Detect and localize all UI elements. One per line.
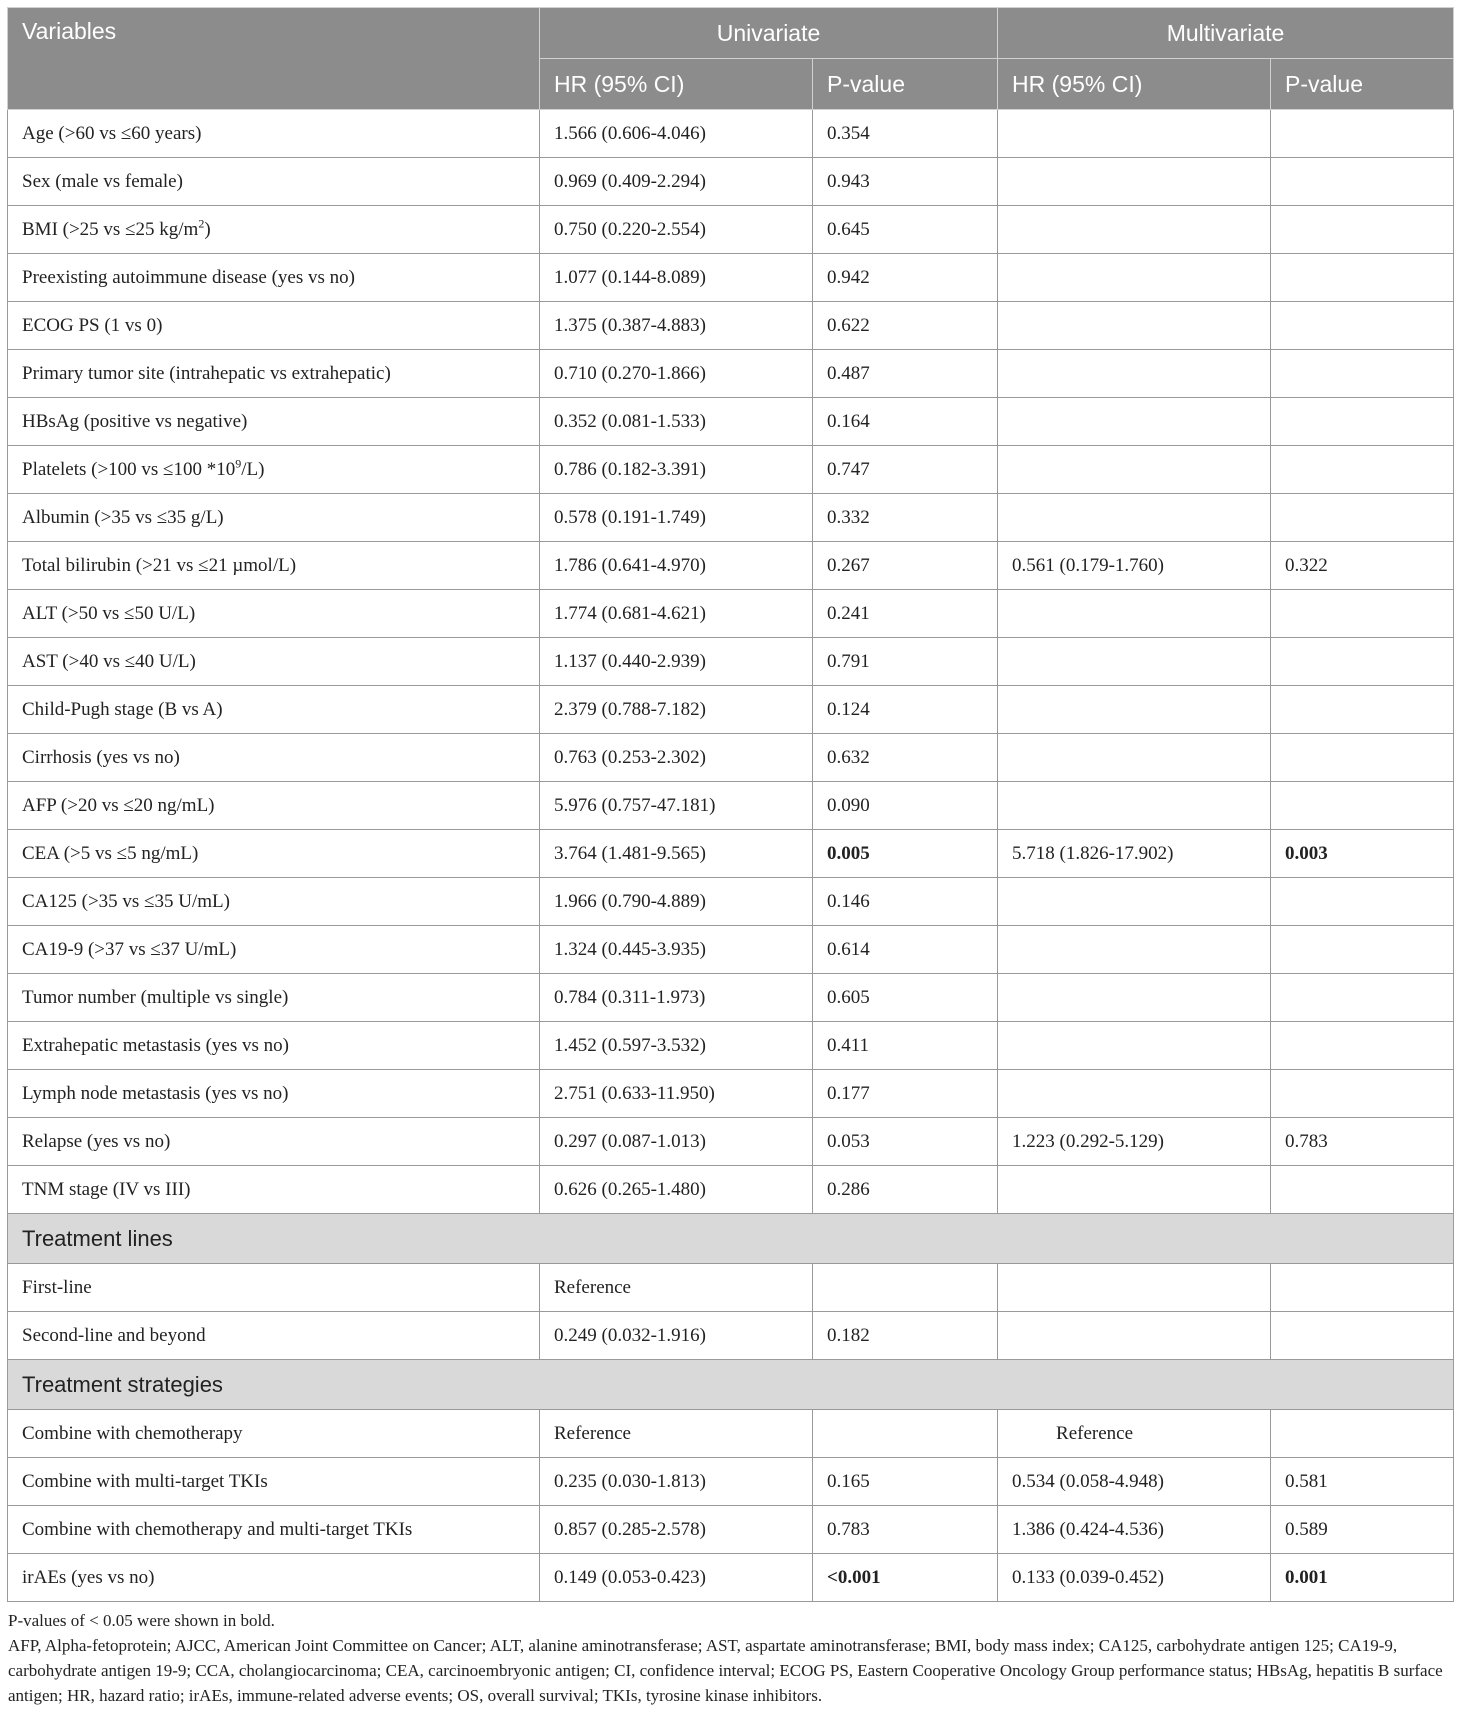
variable-label: CA125 (>35 vs ≤35 U/mL)	[22, 890, 230, 912]
variable-cell	[8, 1118, 540, 1166]
variable-cell	[8, 734, 540, 782]
univariate-p-cell: 0.177	[813, 1070, 998, 1118]
multivariate-p-cell: 0.001	[1271, 1554, 1454, 1602]
abbreviations-note: AFP, Alpha-fetoprotein; AJCC, American Joint Committee on Cancer; ALT, alanine aminotransferase; AST, aspartate aminotransferase; BMI, body mass index; CA125, carbohydrate antigen 125; CA19-9, carbohydrate antigen 19-9; CCA, cholangiocarcinoma; CEA, carcinoembryonic antigen; CI, confidence interval; ECOG PS, Eastern Cooperative Oncology Group performance status; HBsAg, hepatitis B surface antigen; HR, hazard ratio; irAEs, immune-related adverse events; OS, overall survival; TKIs, tyrosine kinase inhibitors.	[8, 1636, 1443, 1705]
univariate-p-cell: 0.182	[813, 1312, 998, 1360]
variable-cell	[8, 542, 540, 590]
variable-label: TNM stage (IV vs III)	[22, 1178, 191, 1200]
multivariate-hr-cell	[998, 686, 1271, 734]
multivariate-p-cell	[1271, 1264, 1454, 1312]
table-row	[8, 110, 1454, 158]
variable-cell	[8, 1506, 540, 1554]
univariate-p-cell: 0.632	[813, 734, 998, 782]
table-row	[8, 446, 1454, 494]
table-container	[7, 7, 1453, 1708]
multivariate-hr-cell: 0.534 (0.058-4.948)	[998, 1458, 1271, 1506]
variable-cell	[8, 1070, 540, 1118]
univariate-hr-cell: Reference	[540, 1264, 813, 1312]
univariate-hr-cell: 1.774 (0.681-4.621)	[540, 590, 813, 638]
multivariate-hr-cell	[998, 1312, 1271, 1360]
multivariate-p-cell: 0.322	[1271, 542, 1454, 590]
univariate-hr-cell: 1.566 (0.606-4.046)	[540, 110, 813, 158]
variable-label: AST (>40 vs ≤40 U/L)	[22, 650, 196, 672]
univariate-p-cell: <0.001	[813, 1554, 998, 1602]
table-notes	[7, 1608, 1453, 1708]
table-row	[8, 782, 1454, 830]
table-row	[8, 686, 1454, 734]
variable-cell	[8, 302, 540, 350]
univariate-p-cell: 0.354	[813, 110, 998, 158]
univariate-hr-cell: 0.626 (0.265-1.480)	[540, 1166, 813, 1214]
multivariate-hr-cell	[998, 1166, 1271, 1214]
table-row	[8, 1410, 1454, 1458]
table-row	[8, 830, 1454, 878]
variable-cell	[8, 878, 540, 926]
multivariate-p-cell	[1271, 1166, 1454, 1214]
table-row	[8, 1264, 1454, 1312]
variable-cell	[8, 1166, 540, 1214]
univariate-p-cell: 0.747	[813, 446, 998, 494]
variable-superscript: 9	[235, 456, 242, 471]
univariate-p-cell: 0.053	[813, 1118, 998, 1166]
univariate-hr-cell: 1.375 (0.387-4.883)	[540, 302, 813, 350]
variable-cell	[8, 974, 540, 1022]
multivariate-hr-cell: 0.561 (0.179-1.760)	[998, 542, 1271, 590]
multivariate-hr-cell	[998, 782, 1271, 830]
univariate-hr-cell: 2.379 (0.788-7.182)	[540, 686, 813, 734]
variable-cell	[8, 638, 540, 686]
univariate-hr-cell: 0.149 (0.053-0.423)	[540, 1554, 813, 1602]
multivariate-hr-cell	[998, 1264, 1271, 1312]
univariate-p-cell: 0.614	[813, 926, 998, 974]
multivariate-p-cell	[1271, 878, 1454, 926]
variable-cell	[8, 1022, 540, 1070]
multivariate-hr-cell	[998, 1070, 1271, 1118]
multivariate-hr-cell: 0.133 (0.039-0.452)	[998, 1554, 1271, 1602]
table-row	[8, 542, 1454, 590]
univariate-hr-cell: 0.249 (0.032-1.916)	[540, 1312, 813, 1360]
multivariate-hr-cell	[998, 110, 1271, 158]
table-row	[8, 878, 1454, 926]
multivariate-hr-cell	[998, 638, 1271, 686]
univariate-p-cell: 0.146	[813, 878, 998, 926]
multivariate-hr-cell	[998, 878, 1271, 926]
multivariate-hr-cell	[998, 158, 1271, 206]
multivariate-hr-cell	[998, 926, 1271, 974]
table-row	[8, 974, 1454, 1022]
univariate-p-cell: 0.124	[813, 686, 998, 734]
table-row	[8, 1458, 1454, 1506]
univariate-p-cell: 0.267	[813, 542, 998, 590]
variable-label: ALT (>50 vs ≤50 U/L)	[22, 602, 196, 624]
univariate-hr-cell: 1.324 (0.445-3.935)	[540, 926, 813, 974]
variable-label: HBsAg (positive vs negative)	[22, 410, 248, 432]
variable-cell	[8, 254, 540, 302]
multivariate-p-cell	[1271, 446, 1454, 494]
multivariate-p-cell	[1271, 110, 1454, 158]
univariate-hr-cell: 0.784 (0.311-1.973)	[540, 974, 813, 1022]
table-row	[8, 1118, 1454, 1166]
variable-label-suffix: /L)	[241, 458, 265, 480]
variable-cell	[8, 350, 540, 398]
multivariate-hr-cell	[998, 734, 1271, 782]
multivariate-p-cell	[1271, 734, 1454, 782]
multivariate-hr-cell	[998, 350, 1271, 398]
table-row	[8, 734, 1454, 782]
section-label: Treatment strategies	[8, 1360, 1454, 1410]
multivariate-hr-cell: 1.386 (0.424-4.536)	[998, 1506, 1271, 1554]
univariate-hr-cell: 0.352 (0.081-1.533)	[540, 398, 813, 446]
variable-cell	[8, 926, 540, 974]
univariate-hr-cell: 1.786 (0.641-4.970)	[540, 542, 813, 590]
variable-label: Cirrhosis (yes vs no)	[22, 746, 180, 768]
variable-cell	[8, 1410, 540, 1458]
multivariate-p-cell	[1271, 1410, 1454, 1458]
header-multivariate-hr: HR (95% CI)	[998, 59, 1271, 110]
multivariate-p-cell	[1271, 1070, 1454, 1118]
variable-label: Age (>60 vs ≤60 years)	[22, 122, 202, 144]
table-row	[8, 1312, 1454, 1360]
variable-cell	[8, 1458, 540, 1506]
multivariate-p-cell: 0.581	[1271, 1458, 1454, 1506]
univariate-hr-cell: 2.751 (0.633-11.950)	[540, 1070, 813, 1118]
variable-label: Lymph node metastasis (yes vs no)	[22, 1082, 289, 1104]
table-row	[8, 1506, 1454, 1554]
table-row	[8, 1166, 1454, 1214]
univariate-p-cell: 0.943	[813, 158, 998, 206]
variable-cell	[8, 590, 540, 638]
variable-cell	[8, 830, 540, 878]
table-body	[8, 110, 1454, 1602]
cox-regression-table	[7, 7, 1454, 1602]
bold-note: P-values of < 0.05 were shown in bold.	[8, 1611, 275, 1630]
univariate-p-cell: 0.605	[813, 974, 998, 1022]
univariate-p-cell: 0.286	[813, 1166, 998, 1214]
multivariate-p-cell	[1271, 590, 1454, 638]
multivariate-p-cell	[1271, 398, 1454, 446]
multivariate-p-cell	[1271, 926, 1454, 974]
variable-label: First-line	[22, 1276, 92, 1298]
variable-cell	[8, 1312, 540, 1360]
table-row	[8, 350, 1454, 398]
variable-label: CA19-9 (>37 vs ≤37 U/mL)	[22, 938, 237, 960]
univariate-p-cell: 0.942	[813, 254, 998, 302]
multivariate-p-cell	[1271, 638, 1454, 686]
header-multivariate-p: P-value	[1271, 59, 1454, 110]
variable-label-suffix: )	[204, 218, 211, 240]
multivariate-p-cell: 0.589	[1271, 1506, 1454, 1554]
variable-label: Combine with multi-target TKIs	[22, 1470, 268, 1492]
univariate-hr-cell: 0.297 (0.087-1.013)	[540, 1118, 813, 1166]
variable-cell	[8, 686, 540, 734]
variable-cell	[8, 206, 540, 254]
multivariate-p-cell	[1271, 158, 1454, 206]
table-row	[8, 398, 1454, 446]
univariate-hr-cell: 0.857 (0.285-2.578)	[540, 1506, 813, 1554]
multivariate-p-cell	[1271, 782, 1454, 830]
univariate-hr-cell: 1.452 (0.597-3.532)	[540, 1022, 813, 1070]
header-univariate: Univariate	[540, 8, 998, 59]
univariate-hr-cell: 0.578 (0.191-1.749)	[540, 494, 813, 542]
univariate-hr-cell: 5.976 (0.757-47.181)	[540, 782, 813, 830]
multivariate-p-cell	[1271, 686, 1454, 734]
multivariate-p-cell	[1271, 350, 1454, 398]
table-row	[8, 638, 1454, 686]
univariate-p-cell: 0.090	[813, 782, 998, 830]
multivariate-hr-cell	[998, 974, 1271, 1022]
multivariate-hr-cell	[998, 494, 1271, 542]
multivariate-hr-cell	[998, 206, 1271, 254]
univariate-hr-cell: 1.077 (0.144-8.089)	[540, 254, 813, 302]
multivariate-hr-cell	[998, 1022, 1271, 1070]
table-row	[8, 1554, 1454, 1602]
variable-label: Second-line and beyond	[22, 1324, 206, 1346]
table-row	[8, 158, 1454, 206]
univariate-hr-cell: Reference	[540, 1410, 813, 1458]
variable-cell	[8, 1264, 540, 1312]
multivariate-p-cell	[1271, 302, 1454, 350]
variable-label: AFP (>20 vs ≤20 ng/mL)	[22, 794, 215, 816]
variable-superscript: 2	[198, 216, 205, 231]
variable-label: Platelets (>100 vs ≤100 *10	[22, 458, 236, 480]
multivariate-p-cell: 0.003	[1271, 830, 1454, 878]
table-row	[8, 206, 1454, 254]
section-label: Treatment lines	[8, 1214, 1454, 1264]
univariate-p-cell: 0.164	[813, 398, 998, 446]
section-row	[8, 1360, 1454, 1410]
multivariate-p-cell	[1271, 1312, 1454, 1360]
multivariate-hr-cell	[998, 302, 1271, 350]
variable-cell	[8, 1554, 540, 1602]
table-row	[8, 1022, 1454, 1070]
univariate-hr-cell: 3.764 (1.481-9.565)	[540, 830, 813, 878]
univariate-p-cell	[813, 1264, 998, 1312]
univariate-p-cell: 0.487	[813, 350, 998, 398]
multivariate-hr-cell: 1.223 (0.292-5.129)	[998, 1118, 1271, 1166]
variable-label: Extrahepatic metastasis (yes vs no)	[22, 1034, 289, 1056]
table-row	[8, 494, 1454, 542]
variable-cell	[8, 782, 540, 830]
multivariate-hr-cell	[998, 398, 1271, 446]
univariate-hr-cell: 0.969 (0.409-2.294)	[540, 158, 813, 206]
variable-label: ECOG PS (1 vs 0)	[22, 314, 163, 336]
variable-cell	[8, 398, 540, 446]
variable-label: CEA (>5 vs ≤5 ng/mL)	[22, 842, 199, 864]
univariate-p-cell: 0.332	[813, 494, 998, 542]
table-row	[8, 590, 1454, 638]
univariate-p-cell	[813, 1410, 998, 1458]
multivariate-hr-cell	[998, 446, 1271, 494]
variable-label: Primary tumor site (intrahepatic vs extrahepatic)	[22, 362, 391, 384]
univariate-p-cell: 0.645	[813, 206, 998, 254]
univariate-p-cell: 0.411	[813, 1022, 998, 1070]
variable-cell	[8, 494, 540, 542]
table-row	[8, 926, 1454, 974]
univariate-hr-cell: 1.966 (0.790-4.889)	[540, 878, 813, 926]
multivariate-p-cell	[1271, 206, 1454, 254]
univariate-p-cell: 0.791	[813, 638, 998, 686]
header-variables: Variables	[8, 8, 540, 110]
multivariate-hr-cell	[998, 254, 1271, 302]
univariate-hr-cell: 0.786 (0.182-3.391)	[540, 446, 813, 494]
variable-label: Albumin (>35 vs ≤35 g/L)	[22, 506, 224, 528]
table-row	[8, 254, 1454, 302]
multivariate-p-cell	[1271, 1022, 1454, 1070]
univariate-hr-cell: 0.710 (0.270-1.866)	[540, 350, 813, 398]
variable-label: Relapse (yes vs no)	[22, 1130, 171, 1152]
univariate-hr-cell: 0.235 (0.030-1.813)	[540, 1458, 813, 1506]
univariate-p-cell: 0.783	[813, 1506, 998, 1554]
table-row	[8, 1070, 1454, 1118]
univariate-hr-cell: 0.750 (0.220-2.554)	[540, 206, 813, 254]
univariate-hr-cell: 1.137 (0.440-2.939)	[540, 638, 813, 686]
variable-label: BMI (>25 vs ≤25 kg/m	[22, 218, 199, 240]
variable-label: Tumor number (multiple vs single)	[22, 986, 289, 1008]
variable-label: Child-Pugh stage (B vs A)	[22, 698, 223, 720]
variable-label: Total bilirubin (>21 vs ≤21 µmol/L)	[22, 554, 297, 576]
variable-label: Combine with chemotherapy	[22, 1422, 243, 1444]
table-row	[8, 302, 1454, 350]
header-univariate-p: P-value	[813, 59, 998, 110]
univariate-p-cell: 0.165	[813, 1458, 998, 1506]
multivariate-hr-cell	[998, 590, 1271, 638]
header-row-top	[8, 8, 1454, 59]
variable-label: Sex (male vs female)	[22, 170, 183, 192]
univariate-p-cell: 0.241	[813, 590, 998, 638]
univariate-hr-cell: 0.763 (0.253-2.302)	[540, 734, 813, 782]
univariate-p-cell: 0.005	[813, 830, 998, 878]
multivariate-p-cell	[1271, 974, 1454, 1022]
multivariate-p-cell	[1271, 494, 1454, 542]
header-multivariate: Multivariate	[998, 8, 1454, 59]
header-univariate-hr: HR (95% CI)	[540, 59, 813, 110]
multivariate-hr-cell: 5.718 (1.826-17.902)	[998, 830, 1271, 878]
variable-label: Combine with chemotherapy and multi-target TKIs	[22, 1518, 413, 1540]
variable-label: irAEs (yes vs no)	[22, 1566, 155, 1588]
section-row	[8, 1214, 1454, 1264]
multivariate-p-cell: 0.783	[1271, 1118, 1454, 1166]
univariate-p-cell: 0.622	[813, 302, 998, 350]
variable-cell	[8, 110, 540, 158]
variable-cell	[8, 158, 540, 206]
multivariate-hr-cell: Reference	[998, 1410, 1271, 1458]
variable-cell	[8, 446, 540, 494]
multivariate-p-cell	[1271, 254, 1454, 302]
variable-label: Preexisting autoimmune disease (yes vs no)	[22, 266, 355, 288]
